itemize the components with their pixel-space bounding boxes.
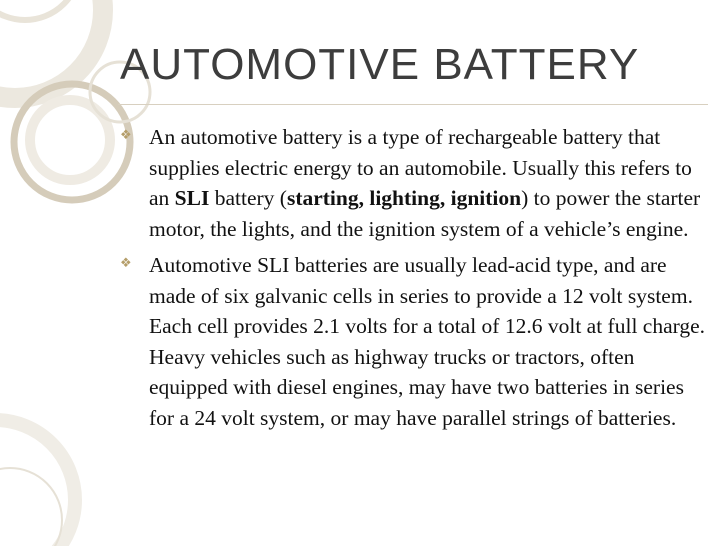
lower-ring bbox=[0, 420, 75, 546]
bullet-text: An automotive battery is a type of rechargeable battery that supplies electric energy to an automobile. Usually this refers to an SLI battery (starting, lighting, ignition) to power the starter motor, the lights, and the ignition system of a vehicle’s engine. bbox=[149, 125, 701, 241]
bullet-item bbox=[120, 122, 712, 244]
bullet-item bbox=[120, 250, 712, 433]
diamond-bullet-icon: ❖ bbox=[120, 127, 132, 142]
bold-term-expansion: starting, lighting, ignition bbox=[286, 186, 522, 210]
bullet-text: Automotive SLI batteries are usually lead-acid type, and are made of six galvanic cells in series to provide a 12 volt system. Each cell provides 2.1 volts for a total of 12.6 volt at full charge. Heavy vehicles such as highway trucks or tractors, often equipped with diesel engines, may have two batteries in series for a 24 volt system, or may have parallel strings of batteries. bbox=[149, 253, 706, 430]
lower-thin-ring bbox=[0, 468, 62, 546]
bullet-list bbox=[120, 122, 712, 433]
bold-term-sli: SLI bbox=[174, 186, 210, 210]
upper-ring bbox=[0, 0, 80, 20]
diamond-bullet-icon: ❖ bbox=[120, 255, 132, 270]
slide-title: AUTOMOTIVE BATTERY bbox=[120, 40, 640, 89]
title-divider bbox=[118, 104, 708, 105]
